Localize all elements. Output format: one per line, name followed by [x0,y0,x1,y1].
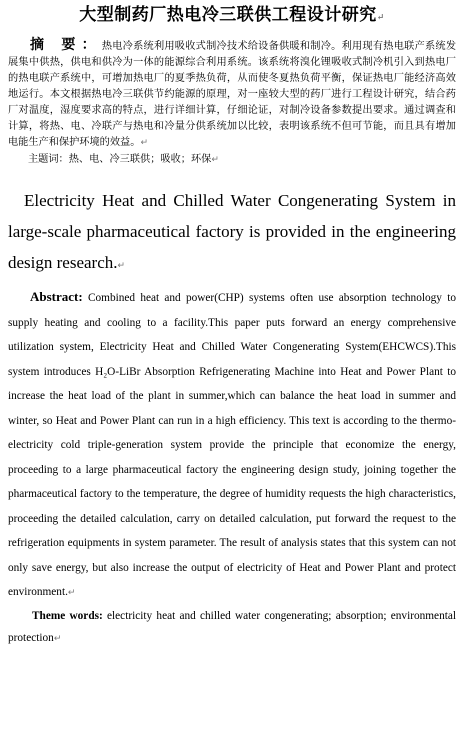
chinese-abstract-label: 摘 要： [30,37,102,53]
document-page [0,4,464,748]
chinese-keywords: 主题词：热、电、冷三联供；吸收；环保↵ [28,154,219,165]
english-keywords-text: electricity heat and chilled water congenerating; absorption; environmental protection [8,609,457,644]
chinese-abstract: 摘 要：热电冷系统利用吸收式制冷技术给设备供暖和制冷。利用现有热电联产系统发展集中供热，供电和供冷为一体的能源综合利用系统。该系统将溴化锂吸收式制冷机引入到热电厂的热电联产系统中，可增加热电厂的夏季热负荷，从而使冬夏热负荷平衡，保证热电厂能经济高效地运行。本文根据热电冷三联供节约能源的原理，对一座较大型的药厂进行工程设计研究，结合药厂对温度，湿度要求高的特点，进行详细计算，仔细论证，对制冷设备参数提出要求。通过调查和计算，将热、电、冷联产与热电和冷量分供系统加以比较，表明该系统不但可节能，而且具有增加电能生产和保护环境的效益。↵ [8,37,457,148]
english-abstract-label: Abstract: [30,289,83,304]
chinese-title: 大型制药厂热电冷三联供工程设计研究↵ [79,5,385,25]
english-keywords-label: Theme words: [32,609,103,622]
english-abstract: Abstract: Combined heat and power(CHP) systems often use absorption technology to supply heating and cooling to a facility.This paper puts forward an energy comprehensive utilization system, Electricity Heat and Chilled Water Congenerating System(EHCWCS).This system introduces H₂O-LiBr Absorption Refrigenerating Machine into Heat and Power Plant to increase the heat load of the plant in summer,which can balance the heat load in summer and winter, so Heat and Power Plant can run in a high efficiency. This text is according to the thermo-electricity cold triple-generation system provide the principle that economize the energy, proceeding to a large pharmaceutical factory the engineering design study, joining together the pharmaceutical factory to the temperature, the degree of humidity requests the high characteristics, proceeding the detailed calculation, carry on detailed calculation, put forward the request to the refrigeration equipments in system parameter. The result of analysis states that this system can not only save energy, but also increase the output of electricity of Heat and Power Plant and protect environment.↵ [8,289,456,598]
english-title: Electricity Heat and Chilled Water Congenerating System in large-scale pharmaceutical factory is provided in the engineering design research.↵ [8,191,456,272]
english-keywords: Theme words: electricity heat and chilled water congenerating; absorption; environmental protection↵ [8,609,457,644]
english-abstract-text: Combined heat and power(CHP) systems often use absorption technology to supply heating and cooling to a facility.This paper puts forward an energy comprehensive utilization system, Electricity Heat and Chilled Water Congenerating System(EHCWCS).This system introduces H₂O-LiBr Absorption Refrigenerating Machine into Heat and Power Plant to increase the heat load of the plant in summer,which can balance the heat load in summer and winter, so Heat and Power Plant can run in a high efficiency. This text is according to the thermo-electricity cold triple-generation system provide the principle that economize the energy, proceeding to a large pharmaceutical factory the engineering design study, joining together the pharmaceutical factory to the temperature, the degree of humidity requests the high characteristics, proceeding the detailed calculation, carry on detailed calculation, put forward the request to the refrigeration equipments in system parameter. The result of analysis states that this system can not only save energy, but also increase the output of electricity of Heat and Power Plant and protect environment. [8,292,456,598]
chinese-abstract-text: 热电冷系统利用吸收式制冷技术给设备供暖和制冷。利用现有热电联产系统发展集中供热，供电和供冷为一体的能源综合利用系统。该系统将溴化锂吸收式制冷机引入到热电厂的热电联产系统中，可增加热电厂的夏季热负荷，从而使冬夏热负荷平衡，保证热电厂能经济高效地运行。本文根据热电冷三联供节约能源的原理，对一座较大型的药厂进行工程设计研究，结合药厂对温度，湿度要求高的特点，进行详细计算，仔细论证，对制冷设备参数提出要求。通过调查和计算，将热、电、冷联产与热电和冷量分供系统加以比较，表明该系统不但可节能，而且具有增加电能生产和保护环境的效益。 [8,41,457,148]
